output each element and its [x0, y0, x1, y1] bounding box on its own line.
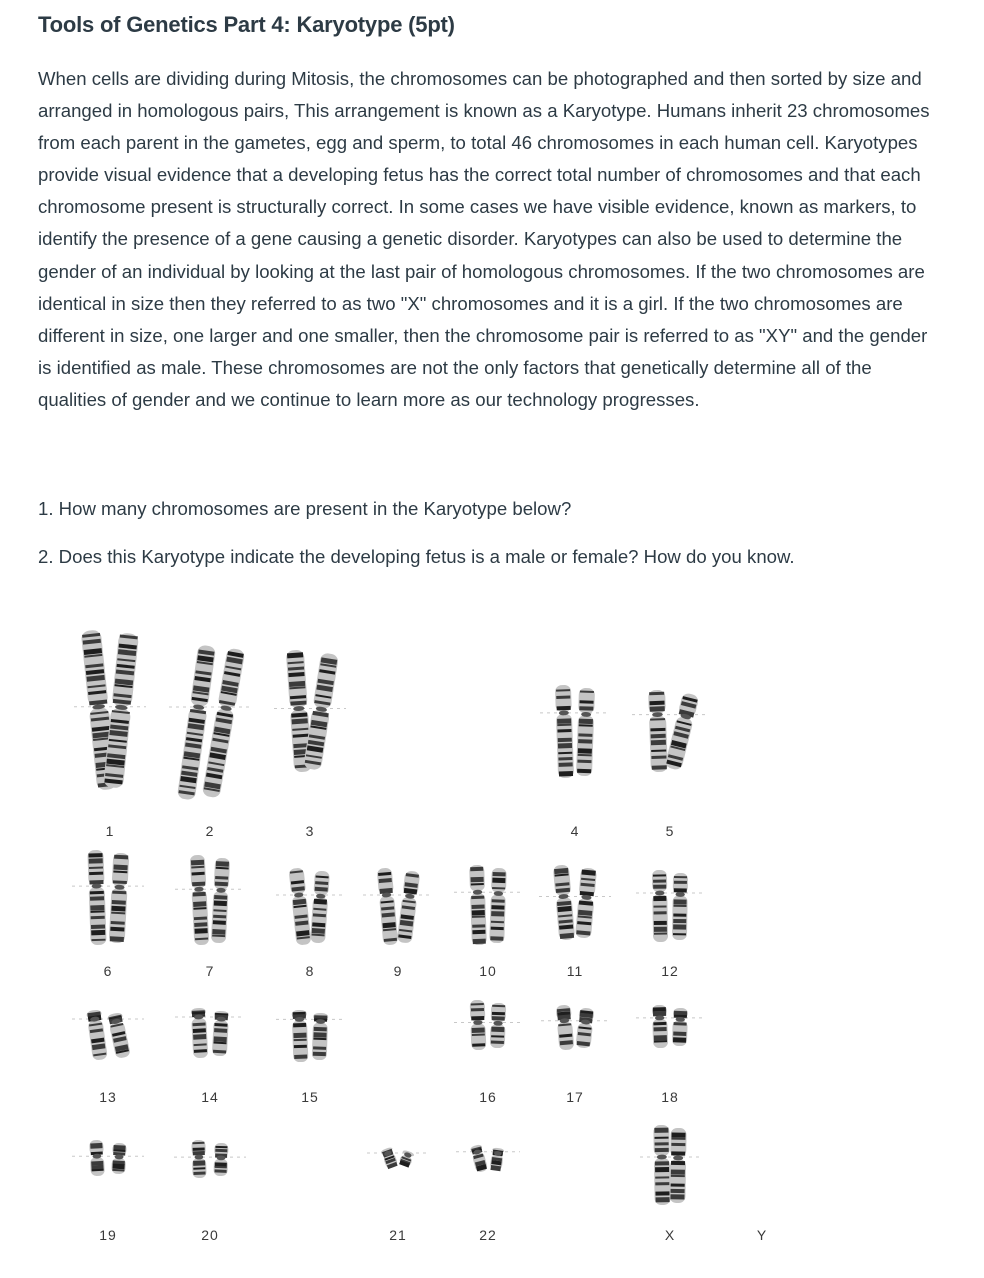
karyotype-label-5: 5: [665, 823, 675, 839]
question-2: 2. Does this Karyotype indicate the developing fetus is a male or female? How do you know.: [38, 546, 795, 567]
chromosome-pair-18: [652, 1005, 688, 1048]
chromosome-pair-16: [470, 1000, 507, 1050]
karyotype-label-2: 2: [205, 823, 215, 839]
karyotype-label-6: 6: [103, 963, 113, 979]
chromosome-pair-10-a: [469, 865, 487, 945]
chromosome-pair-3-b: [303, 652, 339, 770]
chromosome-pair-15: [292, 1010, 329, 1062]
chromosome-pair-20: [191, 1140, 228, 1178]
karyotype-label-14: 14: [201, 1089, 219, 1105]
chromosome-pair-17-a: [556, 1004, 575, 1050]
page-title: Tools of Genetics Part 4: Karyotype (5pt): [38, 12, 455, 37]
chromosome-pair-7-b: [211, 858, 230, 944]
chromosome-pair-21: [380, 1147, 414, 1170]
chromosome-pair-16-a: [470, 1000, 487, 1050]
chromosome-pair-19-a: [89, 1140, 105, 1177]
karyotype-label-12: 12: [661, 963, 679, 979]
chromosome-pair-4: [555, 685, 595, 779]
chromosome-pair-17-b: [575, 1007, 594, 1048]
chromosome-pair-5: [648, 690, 699, 773]
question-1: 1. How many chromosomes are present in the Karyotype below?: [38, 498, 572, 519]
chromosome-pair-22-b: [489, 1147, 504, 1171]
chromosome-pair-2: [177, 645, 246, 801]
chromosome-pair-16-b: [490, 1003, 507, 1048]
karyotype-label-x: X: [664, 1227, 676, 1243]
karyotype-label-3: 3: [305, 823, 315, 839]
chromosome-pair-6-a: [87, 850, 106, 946]
karyotype-label-22: 22: [479, 1227, 497, 1243]
chromosome-pair-12-a: [652, 870, 668, 942]
chromosome-pair-18-a: [652, 1005, 668, 1048]
chromosome-pair-22: [470, 1144, 505, 1173]
chromosome-pair-15-b: [312, 1013, 329, 1060]
karyotype-label-1: 1: [105, 823, 115, 839]
karyotype-label-16: 16: [479, 1089, 497, 1105]
chromosome-pair-21-a: [380, 1147, 398, 1170]
chromosome-pair-10: [469, 865, 507, 945]
karyotype-label-19: 19: [99, 1227, 117, 1243]
chromosome-pair-8-b: [310, 871, 330, 944]
chromosome-pair-22-a: [470, 1144, 489, 1173]
chromosome-pair-19-b: [111, 1143, 127, 1175]
chromosome-pair-10-b: [489, 868, 507, 943]
chromosome-pair-x: [653, 1125, 686, 1205]
karyotype-label-18: 18: [661, 1089, 679, 1105]
chromosome-pair-20-b: [213, 1143, 228, 1176]
karyotype-label-7: 7: [205, 963, 215, 979]
chromosome-pair-12-b: [672, 873, 688, 940]
chromosome-pair-13: [86, 1009, 131, 1061]
chromosome-pair-9-a: [377, 867, 399, 945]
chromosome-pair-9: [377, 867, 421, 945]
chromosome-pair-11-b: [575, 867, 597, 938]
intro-paragraph: When cells are dividing during Mitosis, the chromosomes can be photographed and then sorted by size and arranged in homologous pairs, This arrangement is known as a Karyotype. Humans inherit 23 chromosomes from each parent in the gametes, egg and sperm, to total 46 chromosomes in each human cell. Karyotypes provide visual evidence that a developing fetus has the correct total number of chromosomes and that each chromosome present is structurally correct. In some cases we have visible evidence, known as markers, to identify the presence of a gene causing a genetic disorder. Karyotypes can also be used to determine the gender of an individual by looking at the last pair of homologous chromosomes. If the two chromosomes are identical in size then they referred to as two "X" chromosomes and it is a girl. If the two chromosomes are different in size, one larger and one smaller, then the chromosome pair is referred to as "XY" and the gender is identified as male. These chromosomes are not the only factors that genetically determine all of the qualities of gender and we continue to learn more as our technology progresses.: [38, 68, 930, 410]
chromosome-pair-5-a: [648, 690, 668, 773]
karyotype-label-15: 15: [301, 1089, 319, 1105]
chromosome-pair-4-a: [555, 685, 574, 779]
chromosome-pair-x-b: [669, 1128, 686, 1203]
chromosome-pair-1-b: [103, 632, 139, 788]
chromosome-pair-11: [553, 864, 597, 940]
chromosome-pair-x-a: [653, 1125, 670, 1205]
karyotype-label-20: 20: [201, 1227, 219, 1243]
chromosome-pair-6: [87, 850, 129, 946]
chromosome-pair-8-a: [289, 867, 312, 945]
chromosome-pair-1: [81, 629, 139, 790]
karyotype-label-8: 8: [305, 963, 315, 979]
karyotype-label-21: 21: [389, 1227, 407, 1243]
chromosome-pair-18-b: [672, 1008, 688, 1047]
karyotype-label-y: Y: [756, 1227, 768, 1243]
karyotype-label-13: 13: [99, 1089, 117, 1105]
chromosome-pair-19: [89, 1140, 127, 1177]
karyotype-label-10: 10: [479, 963, 497, 979]
chromosome-pair-14-a: [191, 1008, 209, 1059]
karyotype-image: [0, 600, 984, 1260]
chromosome-pair-4-b: [576, 688, 595, 777]
karyotype-label-17: 17: [566, 1089, 584, 1105]
chromosome-pair-7: [190, 855, 231, 946]
chromosome-pair-13-a: [86, 1009, 108, 1061]
chromosome-pair-3: [286, 650, 339, 773]
chromosome-pair-11-a: [553, 864, 575, 940]
chromosome-pair-17: [556, 1004, 595, 1050]
chromosome-pair-5-b: [664, 692, 699, 771]
karyotype-label-4: 4: [570, 823, 580, 839]
chromosome-pair-9-b: [397, 870, 421, 943]
chromosome-pair-14: [191, 1008, 229, 1059]
chromosome-pair-20-a: [191, 1140, 206, 1178]
chromosome-pair-13-b: [107, 1012, 131, 1059]
chromosome-pair-7-a: [190, 855, 210, 946]
karyotype-label-9: 9: [393, 963, 403, 979]
chromosome-pair-6-b: [109, 853, 130, 944]
karyotype-label-11: 11: [566, 963, 584, 979]
chromosome-pair-21-b: [398, 1149, 415, 1168]
chromosome-pair-15-a: [292, 1010, 309, 1062]
chromosome-pair-8: [289, 867, 330, 945]
chromosome-pair-12: [652, 870, 688, 942]
chromosome-pair-14-b: [212, 1011, 229, 1057]
